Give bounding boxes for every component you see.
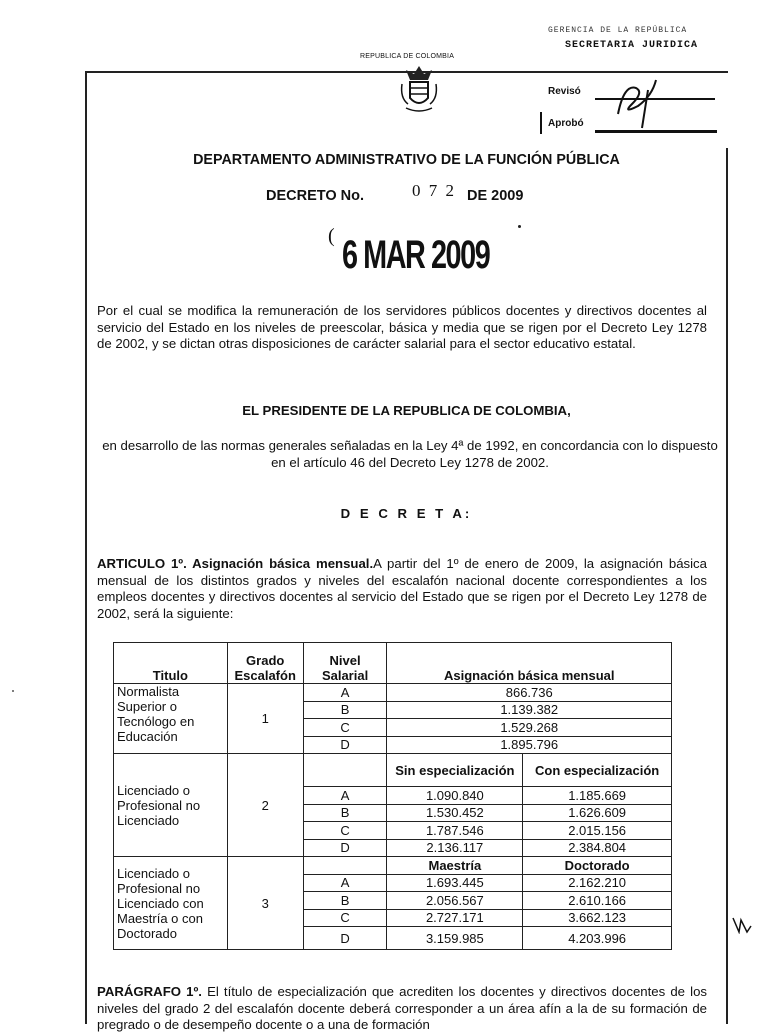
subheader-doctorado: Doctorado bbox=[523, 857, 672, 875]
ink-dot bbox=[518, 225, 521, 228]
article-1 bbox=[97, 556, 707, 622]
valor-cell: 2.015.156 bbox=[523, 822, 672, 840]
nivel-empty-cell bbox=[303, 857, 387, 875]
grado-cell-3: 3 bbox=[227, 857, 303, 950]
subheader-sin-especializacion: Sin especialización bbox=[387, 754, 523, 787]
page-frame-left bbox=[85, 71, 87, 1024]
table-subheader-row bbox=[114, 857, 672, 875]
president-heading: EL PRESIDENTE DE LA REPUBLICA DE COLOMBIA, bbox=[242, 403, 571, 418]
republica-label: REPUBLICA DE COLOMBIA bbox=[360, 53, 455, 60]
valor-cell: 3.662.123 bbox=[523, 909, 672, 927]
paragrafo-heading: PARÁGRAFO 1º. bbox=[97, 984, 202, 999]
nivel-empty-cell bbox=[303, 754, 387, 787]
signature-icon bbox=[608, 74, 668, 130]
stamp-aprobo-line bbox=[595, 130, 717, 133]
nivel-cell: A bbox=[303, 684, 387, 702]
nivel-cell: D bbox=[303, 927, 387, 950]
nivel-cell: A bbox=[303, 874, 387, 892]
nivel-cell: D bbox=[303, 736, 387, 754]
nivel-cell: C bbox=[303, 909, 387, 927]
valor-cell: 1.787.546 bbox=[387, 822, 523, 840]
stamp-line-1: GERENCIA DE LA REPÚBLICA bbox=[548, 26, 688, 35]
subheader-maestria: Maestría bbox=[387, 857, 523, 875]
nivel-cell: C bbox=[303, 822, 387, 840]
titulo-cell-2: Licenciado o Profesional no Licenciado bbox=[114, 754, 228, 857]
scan-dot bbox=[12, 690, 14, 692]
nivel-cell: B bbox=[303, 804, 387, 822]
coat-of-arms-icon bbox=[398, 64, 440, 116]
stamp-reviso: Revisó bbox=[548, 86, 581, 97]
page-frame-right bbox=[726, 148, 728, 1024]
stamp-bracket bbox=[540, 112, 542, 134]
nivel-cell: A bbox=[303, 787, 387, 805]
intro-paragraph: Por el cual se modifica la remuneración de los servidores públicos docentes y directivos docentes al servicio del Estado en los niveles de preescolar, básica y media que se rigen por el Decreto Ley 1278 de 2002, y se dictan otras disposiciones de carácter salarial para el sector educativo estatal. bbox=[97, 303, 707, 352]
table-header-row bbox=[114, 643, 672, 684]
decree-year: DE 2009 bbox=[467, 188, 524, 204]
nivel-cell: B bbox=[303, 892, 387, 910]
department-title: DEPARTAMENTO ADMINISTRATIVO DE LA FUNCIÓN PÚBLICA bbox=[193, 152, 620, 168]
valor-cell: 2.610.166 bbox=[523, 892, 672, 910]
subheader-con-especializacion: Con especialización bbox=[523, 754, 672, 787]
nivel-cell: D bbox=[303, 839, 387, 857]
header-grado: Grado Escalafón bbox=[227, 643, 303, 684]
valor-cell: 4.203.996 bbox=[523, 927, 672, 950]
header-titulo: Titulo bbox=[114, 643, 228, 684]
header-asignacion: Asignación básica mensual bbox=[387, 643, 672, 684]
valor-cell: 1.529.268 bbox=[387, 719, 672, 737]
grado-cell-2: 2 bbox=[227, 754, 303, 857]
valor-cell: 1.895.796 bbox=[387, 736, 672, 754]
margin-mark-icon bbox=[731, 912, 753, 934]
date-paren: ( bbox=[328, 225, 335, 247]
grado-cell-1: 1 bbox=[227, 684, 303, 754]
date-stamp: 6 MAR 2009 bbox=[342, 233, 490, 277]
decreta-heading: D E C R E T A: bbox=[340, 506, 473, 521]
header-nivel: Nivel Salarial bbox=[303, 643, 387, 684]
valor-cell: 2.056.567 bbox=[387, 892, 523, 910]
titulo-cell-3: Licenciado o Profesional no Licenciado con Maestría o con Doctorado bbox=[114, 857, 228, 950]
valor-cell: 1.530.452 bbox=[387, 804, 523, 822]
article-1-text: A partir del 1º de enero de 2009, la asignación básica mensual de los distintos grados y niveles del escalafón nacional docente correspondientes a los empleos docentes y directivos docentes al servicio del Estado que se rigen por el Decreto Ley 1278 de 2002, será la siguiente: bbox=[97, 556, 707, 621]
decree-label: DECRETO No. bbox=[266, 188, 365, 204]
valor-cell: 3.159.985 bbox=[387, 927, 523, 950]
valor-cell: 1.626.609 bbox=[523, 804, 672, 822]
valor-cell: 2.136.117 bbox=[387, 839, 523, 857]
stamp-aprobo: Aprobó bbox=[548, 118, 584, 129]
stamp-line-2: SECRETARIA JURIDICA bbox=[565, 40, 699, 51]
decree-number: 0 7 2 bbox=[412, 181, 456, 200]
valor-cell: 866.736 bbox=[387, 684, 672, 702]
nivel-cell: B bbox=[303, 701, 387, 719]
titulo-cell-1: Normalista Superior o Tecnólogo en Educación bbox=[114, 684, 228, 754]
table-row bbox=[114, 684, 672, 702]
desarrollo-paragraph: en desarrollo de las normas generales señaladas en la Ley 4ª de 1992, en concordancia con lo dispuesto en el artículo 46 del Decreto Ley 1278 de 2002. bbox=[102, 438, 718, 470]
salary-table bbox=[113, 642, 672, 950]
valor-cell: 1.139.382 bbox=[387, 701, 672, 719]
paragrafo-text: El título de especialización que acrediten los docentes y directivos docentes de los niveles del grado 2 del escalafón docente deberá corresponder a un área afín a la de su formación de pregrado o de desempeño docente o a una de formación bbox=[97, 984, 707, 1033]
valor-cell: 1.693.445 bbox=[387, 874, 523, 892]
valor-cell: 2.727.171 bbox=[387, 909, 523, 927]
valor-cell: 2.384.804 bbox=[523, 839, 672, 857]
nivel-cell: C bbox=[303, 719, 387, 737]
article-1-heading: ARTICULO 1º. Asignación básica mensual. bbox=[97, 556, 374, 571]
valor-cell: 1.185.669 bbox=[523, 787, 672, 805]
valor-cell: 1.090.840 bbox=[387, 787, 523, 805]
table-subheader-row bbox=[114, 754, 672, 787]
paragrafo-1 bbox=[97, 984, 707, 1034]
valor-cell: 2.162.210 bbox=[523, 874, 672, 892]
